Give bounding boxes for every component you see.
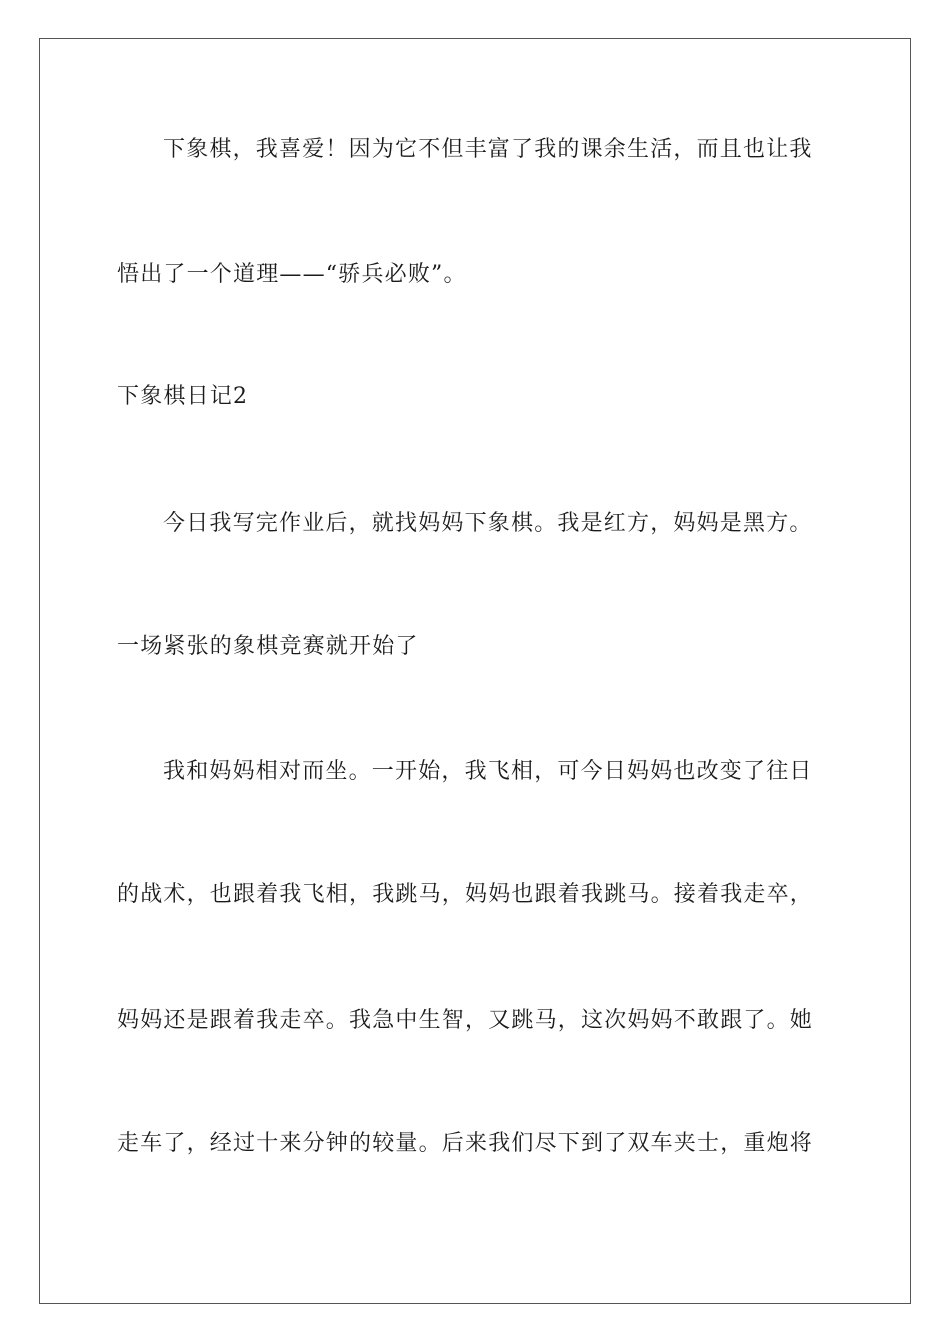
section-heading: 下象棋日记2 — [117, 384, 249, 409]
page-border — [39, 38, 911, 1304]
paragraph-3-line-1: 我和妈妈相对而坐。一开始，我飞相，可今日妈妈也改变了往日 — [163, 759, 813, 784]
paragraph-2-line-2: 一场紧张的象棋竞赛就开始了 — [117, 634, 419, 659]
paragraph-1-line-1: 下象棋，我喜爱！因为它不但丰富了我的课余生活，而且也让我 — [163, 137, 813, 162]
paragraph-3-line-2: 的战术，也跟着我飞相，我跳马，妈妈也跟着我跳马。接着我走卒， — [117, 882, 814, 907]
paragraph-3-line-4: 走车了，经过十来分钟的较量。后来我们尽下到了双车夹士，重炮将 — [117, 1131, 814, 1156]
paragraph-1-line-2: 悟出了一个道理——“骄兵必败”。 — [117, 262, 467, 287]
paragraph-3-line-3: 妈妈还是跟着我走卒。我急中生智，又跳马，这次妈妈不敢跟了。她 — [117, 1008, 814, 1033]
paragraph-2-line-1: 今日我写完作业后，就找妈妈下象棋。我是红方，妈妈是黑方。 — [163, 511, 813, 536]
